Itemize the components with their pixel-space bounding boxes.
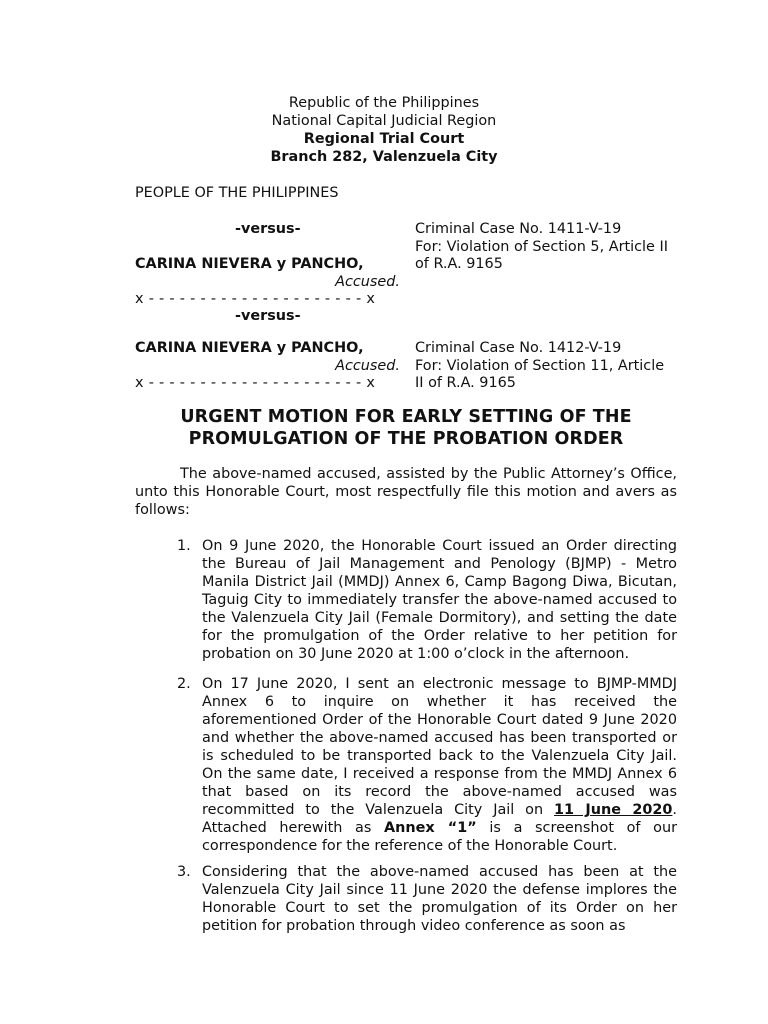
accused-name-2: CARINA NIEVERA y PANCHO, xyxy=(135,340,364,356)
versus-label: -versus- xyxy=(235,221,301,237)
list-item-text xyxy=(202,675,677,855)
list-item-number: 2. xyxy=(177,676,191,692)
intro-paragraph: The above-named accused, assisted by the Public Attorney’s Office, unto this Honorable Court, most respectfully file this motion and avers as follows: xyxy=(135,466,677,518)
case2-number: Criminal Case No. 1412-V-19 xyxy=(415,340,622,356)
caption-separator: x - - - - - - - - - - - - - - - - - - - - - x xyxy=(135,291,376,307)
annex-reference: Annex “1” xyxy=(384,820,477,836)
header-court: Regional Trial Court xyxy=(303,131,465,147)
recommitment-date: 11 June 2020 xyxy=(554,802,673,818)
case2-for-line2: II of R.A. 9165 xyxy=(415,375,516,391)
motion-title xyxy=(0,406,768,450)
caption-separator-2: x - - - - - - - - - - - - - - - - - - - - - x xyxy=(135,375,376,391)
item2-text-b: . Attached herewith as xyxy=(202,802,677,836)
plaintiff-name: PEOPLE OF THE PHILIPPINES xyxy=(135,185,339,201)
case1-for-line2: of R.A. 9165 xyxy=(415,256,503,272)
list-item-number: 1. xyxy=(177,538,191,554)
item2-text-c: is a screenshot of our correspondence for the reference of the Honorable Court. xyxy=(202,820,678,854)
case1-for-line1: For: Violation of Section 5, Article II xyxy=(415,239,668,255)
item2-text-a: On 17 June 2020, I sent an electronic message to BJMP-MMDJ Annex 6 to inquire on whether it has received the aforementioned Order of the Honorable Court dated 9 June 2020 and whether the above-named accused has been transported or is scheduled to be transported back to the Valenzuela City Jail. On the same date, I received a response from the MMDJ Annex 6 that based on its record the above-named accused was recommitted to the Valenzuela City Jail on xyxy=(202,676,677,818)
header-region: National Capital Judicial Region xyxy=(271,113,497,129)
list-item-text: On 9 June 2020, the Honorable Court issued an Order directing the Bureau of Jail Management and Penology (BJMP) - Metro Manila District Jail (MMDJ) Annex 6, Camp Bagong Diwa, Bicutan, Taguig City to immediately transfer the above-named accused to the Valenzuela City Jail (Female Dormitory), and setting the date for the promulgation of the Order relative to her petition for probation on 30 June 2020 at 1:00 o’clock in the afternoon. xyxy=(202,538,677,662)
accused-label-2: Accused. xyxy=(335,358,400,374)
accused-label: Accused. xyxy=(335,274,400,290)
list-item-number: 3. xyxy=(177,864,191,880)
case2-for-line1: For: Violation of Section 11, Article xyxy=(415,358,665,374)
versus-label-2: -versus- xyxy=(235,308,301,324)
title-line1: URGENT MOTION FOR EARLY SETTING OF THE xyxy=(180,407,632,427)
accused-name: CARINA NIEVERA y PANCHO, xyxy=(135,256,364,272)
title-line2: PROMULGATION OF THE PROBATION ORDER xyxy=(188,429,624,449)
court-header xyxy=(0,94,768,166)
header-republic: Republic of the Philippines xyxy=(288,95,480,111)
case1-number: Criminal Case No. 1411-V-19 xyxy=(415,221,622,237)
list-item-text: Considering that the above-named accused has been at the Valenzuela City Jail since 11 June 2020 the defense implores the Honorable Court to set the promulgation of its Order on her petition for probation through video conference as soon as xyxy=(202,864,677,934)
header-branch: Branch 282, Valenzuela City xyxy=(270,149,498,165)
